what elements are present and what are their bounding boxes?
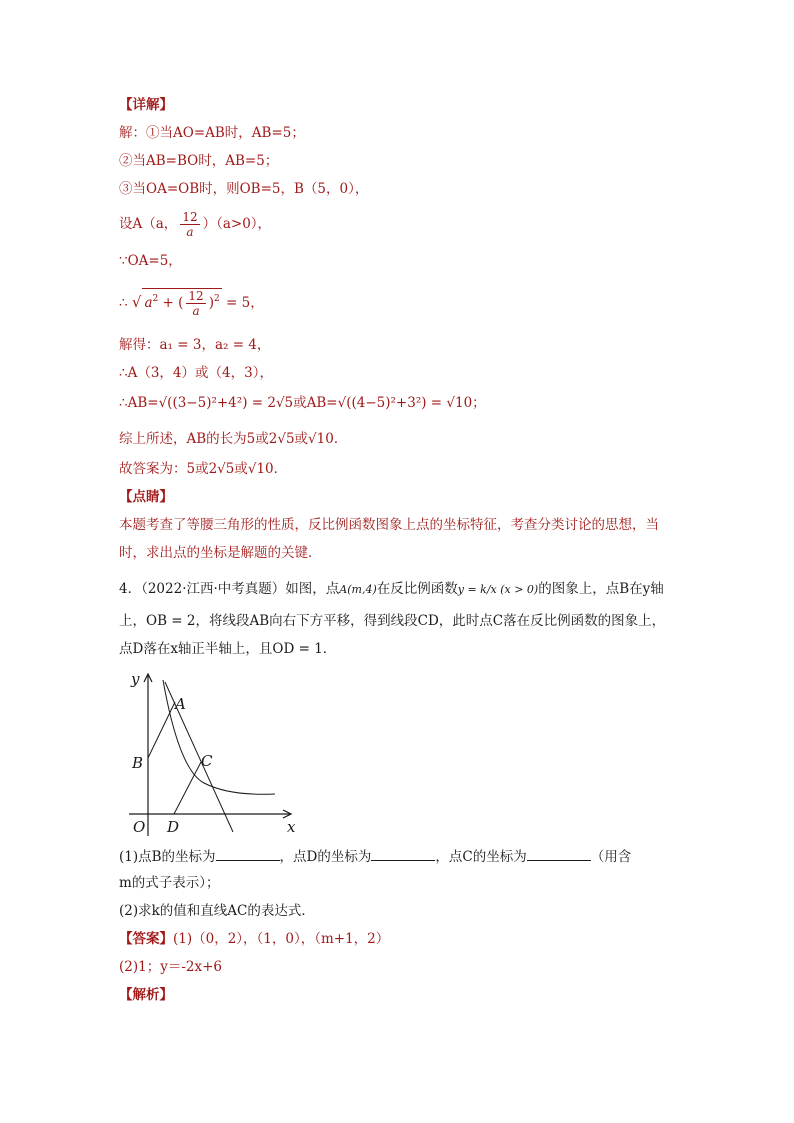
radicand: $a^2$ + ( $\frac{12}{a}$ )$^2$	[144, 289, 220, 318]
label-o: O	[133, 818, 146, 836]
answer-line-1	[119, 930, 389, 948]
label-a: A	[175, 695, 186, 713]
detail-header: 【详解】	[119, 97, 173, 113]
set-a-suffix: ）（a>0），	[202, 216, 272, 232]
question-4-line-2: 上，OB = 2，将线段AB向右下方平移，得到线段CD，此时点C落在反比例函数的图象上，	[119, 613, 666, 629]
q1-d-coord-text: ，点D的坐标为	[279, 849, 372, 865]
therefore-sign: ∴	[119, 295, 128, 311]
case-3-text: ③当OA=OB时，则OB=5，B（5，0），	[119, 181, 369, 197]
answer-part-1: (1)（0，2），（1，0），（m+1，2）	[173, 931, 390, 947]
fraction-12-over-a	[180, 210, 199, 239]
sqrt-equation-line	[119, 288, 264, 318]
sub-question-1-cont: m的式子表示）；	[119, 875, 220, 891]
solution-line-1	[119, 124, 305, 142]
answer-blank-b	[216, 848, 280, 861]
answer-part-2: (2)1；y＝-2x+6	[119, 959, 223, 975]
set-point-a-line	[119, 210, 271, 239]
q4-point-b: 的图象上，点B在y轴	[538, 581, 664, 597]
final-answer-line: 故答案为：5或2√5或√10．	[119, 461, 288, 477]
set-a-prefix: 设A（a，	[119, 216, 178, 232]
function-expression: y = k/x (x > 0)	[457, 583, 539, 596]
q1-hint: （用含	[590, 849, 632, 865]
q1-b-coord-text: (1)点B的坐标为	[119, 849, 216, 865]
solution-prefix: 解：	[119, 125, 146, 141]
oa-equals-5: ∵OA=5，	[119, 253, 182, 269]
point-a-coords: ∴A（3，4）或（4，3），	[119, 365, 273, 381]
case-1-text: ①当AO=AB时，AB=5；	[146, 125, 305, 141]
comment-line-1: 本题考查了等腰三角形的性质，反比例函数图象上点的坐标特征，考查分类讨论的思想，当	[119, 517, 659, 533]
answer-blank-c	[527, 848, 591, 861]
label-b: B	[132, 754, 144, 772]
fraction-numerator: 12	[182, 210, 198, 224]
label-c: C	[201, 752, 213, 770]
question-4-line-1	[119, 580, 664, 599]
solve-line: 解得：a₁ = 3，a₂ = 4，	[119, 337, 271, 353]
q4-in-function: 在反比例函数	[376, 581, 458, 597]
label-y: y	[131, 670, 140, 688]
question-4-line-3: 点D落在x轴正半轴上，且OD = 1．	[119, 641, 337, 657]
radical-sign: √	[131, 293, 142, 311]
comment-line-2: 时，求出点的坐标是解题的关键．	[119, 545, 322, 561]
equals-five: = 5，	[226, 295, 264, 311]
segment-ab	[148, 702, 175, 758]
label-x: x	[287, 818, 296, 836]
point-a-label: A(m,4)	[339, 583, 377, 596]
answer-blank-d	[371, 848, 435, 861]
analysis-header: 【解析】	[119, 987, 173, 1003]
segment-cd	[174, 762, 201, 814]
q4-intro: 4．（2022·江西·中考真题）如图，点	[119, 581, 340, 597]
comment-header: 【点睛】	[119, 489, 173, 505]
sub-question-1	[119, 848, 631, 866]
answer-header: 【答案】	[119, 931, 173, 947]
q1-c-coord-text: ，点C的坐标为	[435, 849, 527, 865]
summary-line: 综上所述，AB的长为5或2√5或√10．	[119, 431, 348, 447]
coordinate-graph	[119, 670, 304, 840]
case-2-text: ②当AB=BO时，AB=5；	[119, 153, 279, 169]
fraction-denominator: a	[186, 225, 194, 239]
label-d: D	[167, 818, 180, 836]
ab-lengths-line: ∴AB=√((3−5)²+4²) = 2√5或AB=√((4−5)²+3²) = √10；	[119, 395, 486, 411]
sub-question-2: (2)求k的值和直线AC的表达式．	[119, 903, 315, 919]
